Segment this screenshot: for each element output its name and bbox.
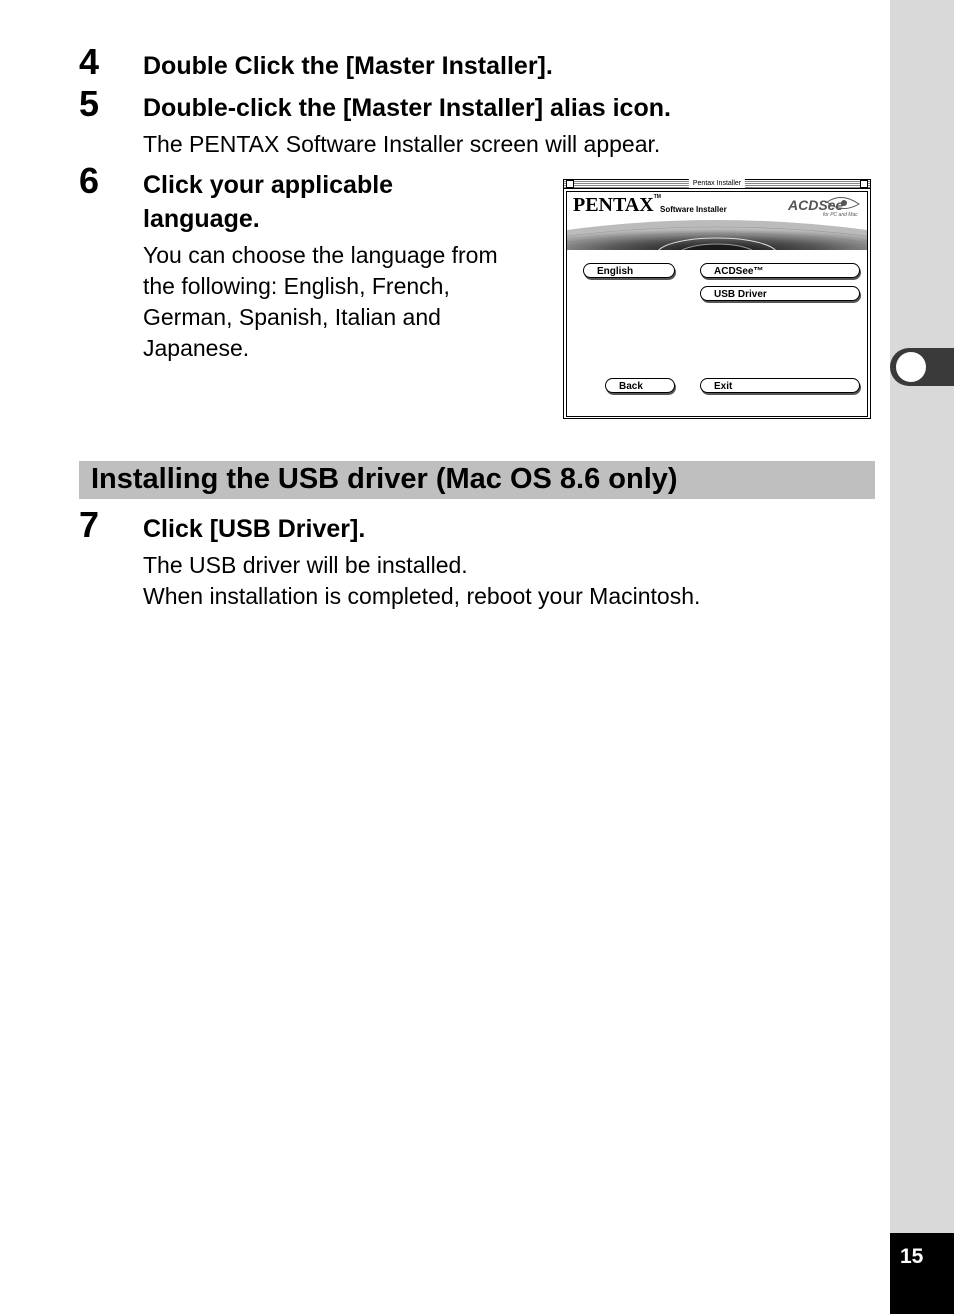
english-button[interactable]: English [583, 263, 675, 278]
acdsee-logo: ACDSee [788, 197, 844, 213]
installer-window [563, 179, 871, 419]
side-tab-strip [890, 0, 954, 1314]
zoom-box-icon[interactable] [860, 180, 868, 188]
pentax-logo: PENTAX™ [573, 194, 661, 216]
step-6-heading-line2: language. [143, 205, 260, 233]
window-title: Pentax Installer [689, 179, 745, 188]
step-number-4: 4 [79, 41, 100, 82]
step-7-heading: Click [USB Driver]. [143, 515, 366, 543]
acdsee-logo-sub: for PC and Mac [823, 212, 858, 218]
step-number-6: 6 [79, 160, 100, 201]
usb-driver-button[interactable]: USB Driver [700, 286, 860, 301]
chapter-dot-icon [896, 352, 926, 382]
exit-button[interactable]: Exit [700, 378, 860, 393]
installer-subtitle: Software Installer [660, 205, 727, 214]
step-5-heading: Double-click the [Master Installer] alias icon. [143, 94, 671, 122]
installer-content [566, 191, 868, 417]
window-title-bar [564, 180, 870, 189]
page-number: 15 [900, 1245, 924, 1268]
step-6-body-line1: You can choose the language from [143, 242, 498, 268]
page-number-box [890, 1233, 954, 1314]
back-button[interactable]: Back [605, 378, 675, 393]
step-6-heading-line1: Click your applicable [143, 171, 394, 199]
step-6-body-line2: the following: English, French, [143, 273, 450, 299]
step-5-body: The PENTAX Software Installer screen will appear. [143, 131, 661, 157]
acdsee-button[interactable]: ACDSee™ [700, 263, 860, 278]
step-4-heading: Double Click the [Master Installer]. [143, 52, 553, 80]
close-box-icon[interactable] [566, 180, 574, 188]
step-number-7: 7 [79, 504, 100, 545]
step-7-body-line1: The USB driver will be installed. [143, 552, 468, 578]
step-number-5: 5 [79, 83, 100, 124]
section-title: Installing the USB driver (Mac OS 8.6 only) [91, 463, 678, 495]
section-header [79, 461, 875, 499]
chapter-tab [890, 348, 954, 386]
step-7-body-line2: When installation is completed, reboot your Macintosh. [143, 583, 701, 609]
step-6-body-line4: Japanese. [143, 335, 250, 361]
step-6-body-line3: German, Spanish, Italian and [143, 304, 441, 330]
installer-banner [567, 192, 867, 250]
